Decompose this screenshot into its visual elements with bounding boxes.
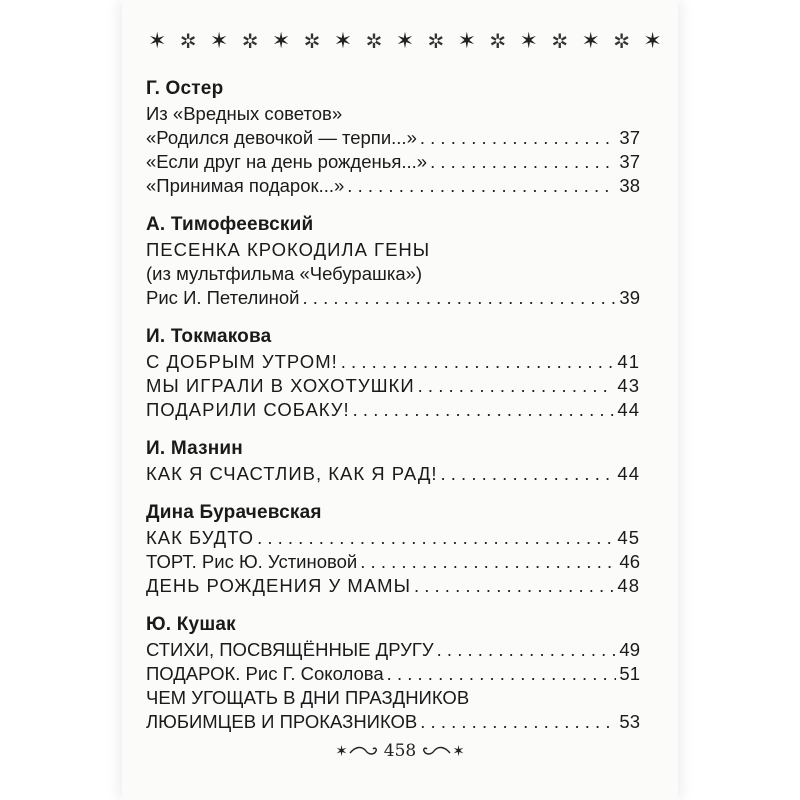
- dot-leader: [441, 462, 615, 486]
- star-icon: ✶: [581, 28, 600, 54]
- toc-page-number: 44: [617, 399, 640, 420]
- toc-entry-text: «Если друг на день рожденья...»: [146, 151, 428, 172]
- toc-page-number: 45: [617, 527, 640, 548]
- toc-entry: [146, 638, 640, 662]
- star-icon: ✶: [271, 28, 291, 54]
- toc-entry-text: «Принимая подарок...»: [146, 175, 345, 196]
- dot-leader: [414, 574, 614, 598]
- dot-leader: [437, 638, 617, 662]
- star-outline-icon: ✲: [551, 29, 569, 53]
- toc-entry: [146, 462, 640, 486]
- dot-leader: [353, 398, 615, 422]
- toc-entry: [146, 662, 640, 686]
- star-icon: ✶: [519, 28, 538, 54]
- star-outline-icon: ✲: [489, 29, 507, 53]
- author-heading: И. Мазнин: [146, 438, 243, 459]
- toc-entry-text: (из мультфильма «Чебурашка»): [146, 263, 423, 284]
- toc-entry-text: ЧЕМ УГОЩАТЬ В ДНИ ПРАЗДНИКОВ: [146, 687, 470, 708]
- toc-page-number: 37: [619, 127, 640, 148]
- dot-leader: [420, 126, 617, 150]
- author-heading: А. Тимофеевский: [146, 214, 314, 235]
- toc-entry: [146, 350, 640, 374]
- toc-page-number: 39: [619, 287, 640, 308]
- toc-page-number: 41: [617, 351, 640, 372]
- toc-entry-text: СТИХИ, ПОСВЯЩЁННЫЕ ДРУГУ: [146, 639, 434, 660]
- toc-entry-text: Из «Вредных советов»: [146, 103, 343, 124]
- toc-entry-text: ТОРТ. Рис Ю. Устиновой: [146, 551, 358, 572]
- toc-entry-text: ЛЮБИМЦЕВ И ПРОКАЗНИКОВ: [146, 711, 418, 732]
- swirl-ornament-icon: [348, 744, 382, 758]
- toc-page-number: 46: [619, 551, 640, 572]
- star-icon: ✶: [209, 28, 229, 54]
- star-outline-icon: ✲: [613, 29, 631, 53]
- toc-entry: [146, 550, 640, 574]
- star-outline-icon: ✲: [427, 29, 445, 53]
- toc-page-number: 48: [617, 575, 640, 596]
- toc-entry-text: ПЕСЕНКА КРОКОДИЛА ГЕНЫ: [146, 239, 431, 260]
- star-icon: ✶: [148, 28, 167, 54]
- toc-entry: [146, 286, 640, 310]
- toc-entry-text: КАК БУДТО: [146, 527, 255, 548]
- star-icon: ✶: [452, 742, 465, 760]
- author-heading: Г. Остер: [146, 78, 224, 99]
- toc-entry: [146, 174, 640, 198]
- star-icon: ✶: [395, 28, 415, 54]
- toc-entry: [146, 574, 640, 598]
- author-heading: Дина Бурачевская: [146, 502, 322, 523]
- toc-page-number: 51: [619, 663, 640, 684]
- dot-leader: [257, 526, 614, 550]
- toc-entry-text: КАК Я СЧАСТЛИВ, КАК Я РАД!: [146, 463, 438, 484]
- header-star-ornament: [148, 26, 662, 56]
- page-footer: [0, 736, 800, 766]
- star-outline-icon: ✲: [241, 29, 259, 53]
- swirl-ornament-icon: [418, 744, 452, 758]
- toc-entry: [146, 710, 640, 734]
- dot-leader: [387, 662, 617, 686]
- dot-leader: [430, 150, 616, 174]
- star-icon: ✶: [643, 28, 662, 54]
- toc-entry: [146, 150, 640, 174]
- toc-entry-text: ПОДАРИЛИ СОБАКУ!: [146, 399, 350, 420]
- dot-leader: [347, 174, 616, 198]
- toc-entry: [146, 126, 640, 150]
- dot-leader: [341, 350, 615, 374]
- dot-leader: [303, 286, 617, 310]
- author-heading: И. Токмакова: [146, 326, 272, 347]
- toc-page-number: 53: [619, 711, 640, 732]
- star-outline-icon: ✲: [365, 29, 383, 53]
- toc-entry-text: ПОДАРОК. Рис Г. Соколова: [146, 663, 384, 684]
- toc-entry-text: «Родился девочкой — терпи...»: [146, 127, 417, 148]
- table-of-contents: [146, 76, 640, 734]
- toc-entry: [146, 374, 640, 398]
- toc-page-number: 37: [619, 151, 640, 172]
- toc-entry-text: Рис И. Петелиной: [146, 287, 300, 308]
- toc-entry-text: МЫ ИГРАЛИ В ХОХОТУШКИ: [146, 375, 415, 396]
- page-number: 458: [383, 741, 417, 761]
- toc-page-number: 43: [617, 375, 640, 396]
- toc-page-number: 44: [617, 463, 640, 484]
- star-icon: ✶: [333, 28, 353, 54]
- star-outline-icon: ✲: [303, 29, 321, 53]
- star-icon: ✶: [335, 742, 348, 760]
- dot-leader: [418, 374, 615, 398]
- dot-leader: [360, 550, 616, 574]
- toc-entry-text: ДЕНЬ РОЖДЕНИЯ У МАМЫ: [146, 575, 411, 596]
- star-icon: ✶: [457, 28, 477, 54]
- toc-page-number: 38: [619, 175, 640, 196]
- dot-leader: [420, 710, 616, 734]
- star-outline-icon: ✲: [179, 29, 197, 53]
- toc-entry-text: С ДОБРЫМ УТРОМ!: [146, 351, 338, 372]
- toc-entry: [146, 398, 640, 422]
- author-heading: Ю. Кушак: [146, 614, 236, 635]
- toc-page-number: 49: [619, 639, 640, 660]
- toc-entry: [146, 526, 640, 550]
